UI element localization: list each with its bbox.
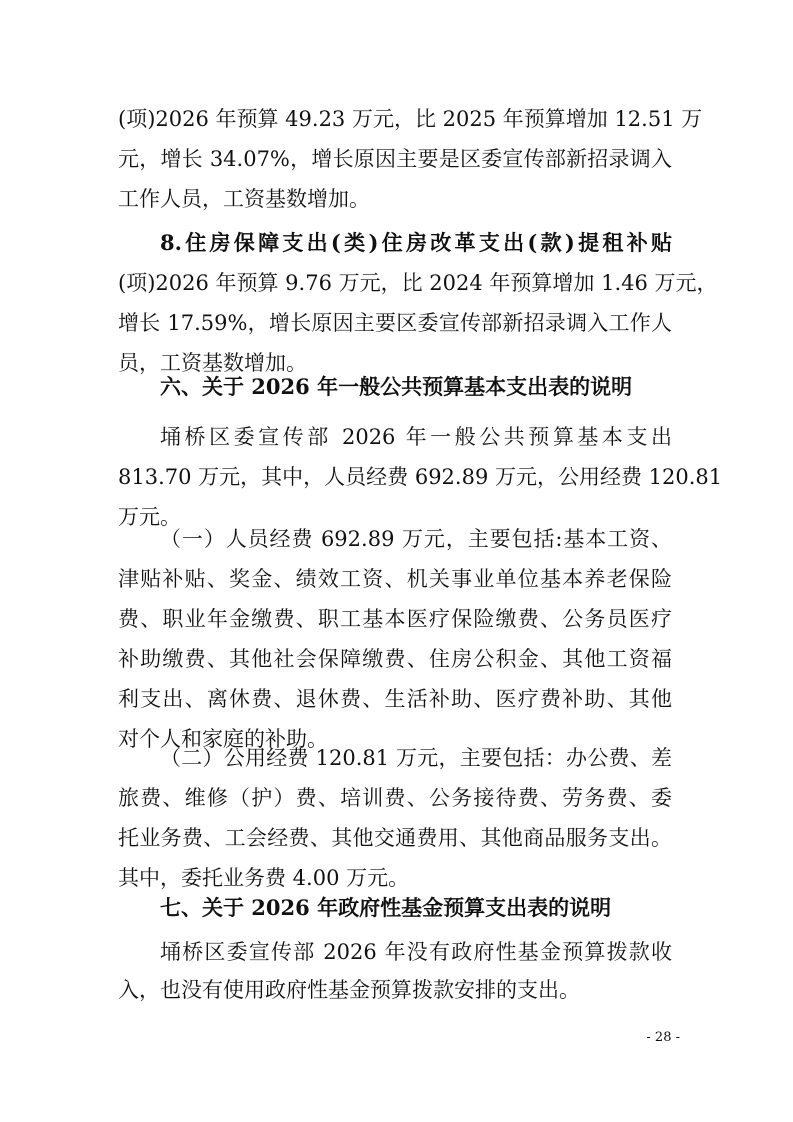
paragraph-line: （二）公用经费 120.81 万元，主要包括：办公费、差 <box>160 746 672 770</box>
paragraph-line: 813.70 万元，其中，人员经费 692.89 万元，公用经费 120.81 <box>118 465 723 489</box>
paragraph-line: 津贴补贴、奖金、绩效工资、机关事业单位基本养老保险 <box>118 567 672 591</box>
paragraph-line: 托业务费、工会经费、其他交通费用、其他商品服务支出。 <box>118 826 672 850</box>
paragraph-line: (项)2026 年预算 49.23 万元，比 2025 年预算增加 12.51 万 <box>118 107 703 131</box>
paragraph-line: 元，增长 34.07%，增长原因主要是区委宣传部新招录调入 <box>118 147 672 171</box>
paragraph-line: 增长 17.59%，增长原因主要区委宣传部新招录调入工作人 <box>118 311 672 335</box>
paragraph-line: 其中，委托业务费 4.00 万元。 <box>118 866 410 890</box>
paragraph-line: 员，工资基数增加。 <box>118 351 307 375</box>
section-heading-7: 七、关于 2026 年政府性基金预算支出表的说明 <box>160 895 612 920</box>
paragraph-line: 旅费、维修（护）费、培训费、公务接待费、劳务费、委 <box>118 786 672 810</box>
paragraph-line: 埇桥区委宣传部 2026 年一般公共预算基本支出 <box>160 425 672 449</box>
page-number: - 28 - <box>646 1030 680 1045</box>
paragraph-line: 工作人员，工资基数增加。 <box>118 187 370 211</box>
paragraph-line: (项)2026 年预算 9.76 万元，比 2024 年预算增加 1.46 万元， <box>118 271 718 295</box>
section-heading-6: 六、关于 2026 年一般公共预算基本支出表的说明 <box>160 374 633 399</box>
paragraph-line: 万元。 <box>118 505 181 529</box>
paragraph-line: 对个人和家庭的补助。 <box>118 727 328 751</box>
paragraph-line: 入，也没有使用政府性基金预算拨款安排的支出。 <box>118 978 580 1002</box>
paragraph-line: 费、职业年金缴费、职工基本医疗保险缴费、公务员医疗 <box>118 607 672 631</box>
paragraph-line: 利支出、离休费、退休费、生活补助、医疗费补助、其他 <box>118 687 672 711</box>
section-heading-8: 8.住房保障支出(类)住房改革支出(款)提租补贴 <box>160 230 672 255</box>
paragraph-line: （一）人员经费 692.89 万元，主要包括:基本工资、 <box>160 527 672 551</box>
paragraph-line: 埇桥区委宣传部 2026 年没有政府性基金预算拨款收 <box>160 940 672 964</box>
paragraph-line: 补助缴费、其他社会保障缴费、住房公积金、其他工资福 <box>118 647 672 671</box>
